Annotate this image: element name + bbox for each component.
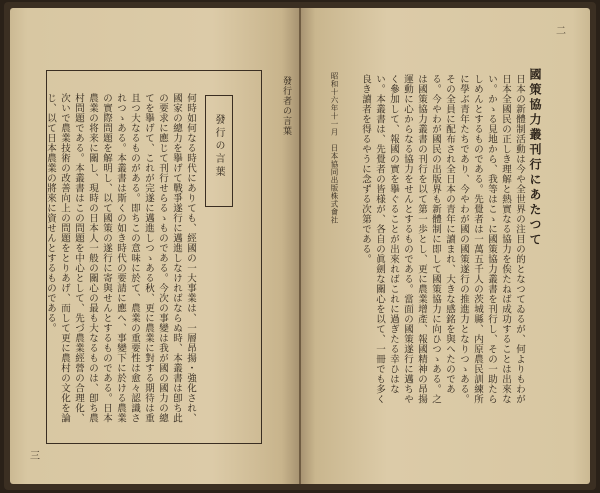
date-line: 昭和十六年十一月 日本協同出版株式會社 [330,72,339,224]
open-book [4,2,596,490]
running-title: 發行者の言葉 [281,76,291,136]
frame-title-box [205,95,233,207]
page-number-right: 二 [556,26,566,37]
left-page [10,8,299,484]
frame-title: 發行の言葉 [213,114,224,179]
section-heading: 國策協力叢刊行にあたつて [528,68,542,248]
page-number-left: 三 [30,451,40,462]
left-body-text: 何時如何なる時代にありても、經國の一大事業は、一層昂揚・強化され、國家の總力を擧げて戰爭遂行に邁進しなければならぬ時、本叢書は卽ち此の要求に應じて刊行せらるゝものである。今次の事變は我が國の國力の總てを擧げて、これが完遂に邁進しつゝある秋、更に農業に對する期待は重且つ大なるものがある。即ちこの意味に於て、農業の重要性は愈々認識されつゝある。本叢書は斯くの如き時代の要請に應へ、事變下に於ける農業の實際問題を解明し、以て國策の遂行に寄與せんとするものである。日本農業の将来に關し、現時の日本人一般の關心の最も大なるものは、卽ち農村問題である。本叢書はこの問題を中心として、先づ農業經營の合理化、次いで農業技術の改善向上の問題をとりあげ、而して更に農村の文化を論じ、以て日本農業の將來に資せんとするものである。 [45,93,196,423]
right-body-text: 日本の新體制活動は今や全世界の注目の的となつてゐるが、何よりもわが日本全國民の正しき理解と熱實なる協力を俟たねば成功することは出來ない。かゝる見地から、我等はこゝに國策協力叢書を刊行し、その一助たらしめんとするものである。先覺者は一萬五千人の茨城縣、内原農民訓練所に學ぶ青年たちであり、今やわが國の國策遂行の推進力となりつゝある。その全員に配布され全日本の青年に讀まれ、大きな感銘を與へたのである。今やわが國民の出版界も新體制に即して國策協力に向ひつゝある。之は國策協力叢書の刊行を以て第一歩とし、更に農業增產、報國精神の昂揚運動に心からなる協力をせんとするものである。當面の國策遂行に邁ちやく參加して、報國の實を擧ぐることが出來ればこれに過ぎたる幸ひはない。本叢書は、先覺者の皆様が、各自の眞劍な關心を以て、一冊でも多く良き讀者を得るやうに念ずる次第である。 [360,74,525,404]
bordered-frame [46,70,262,444]
right-page [301,8,590,484]
